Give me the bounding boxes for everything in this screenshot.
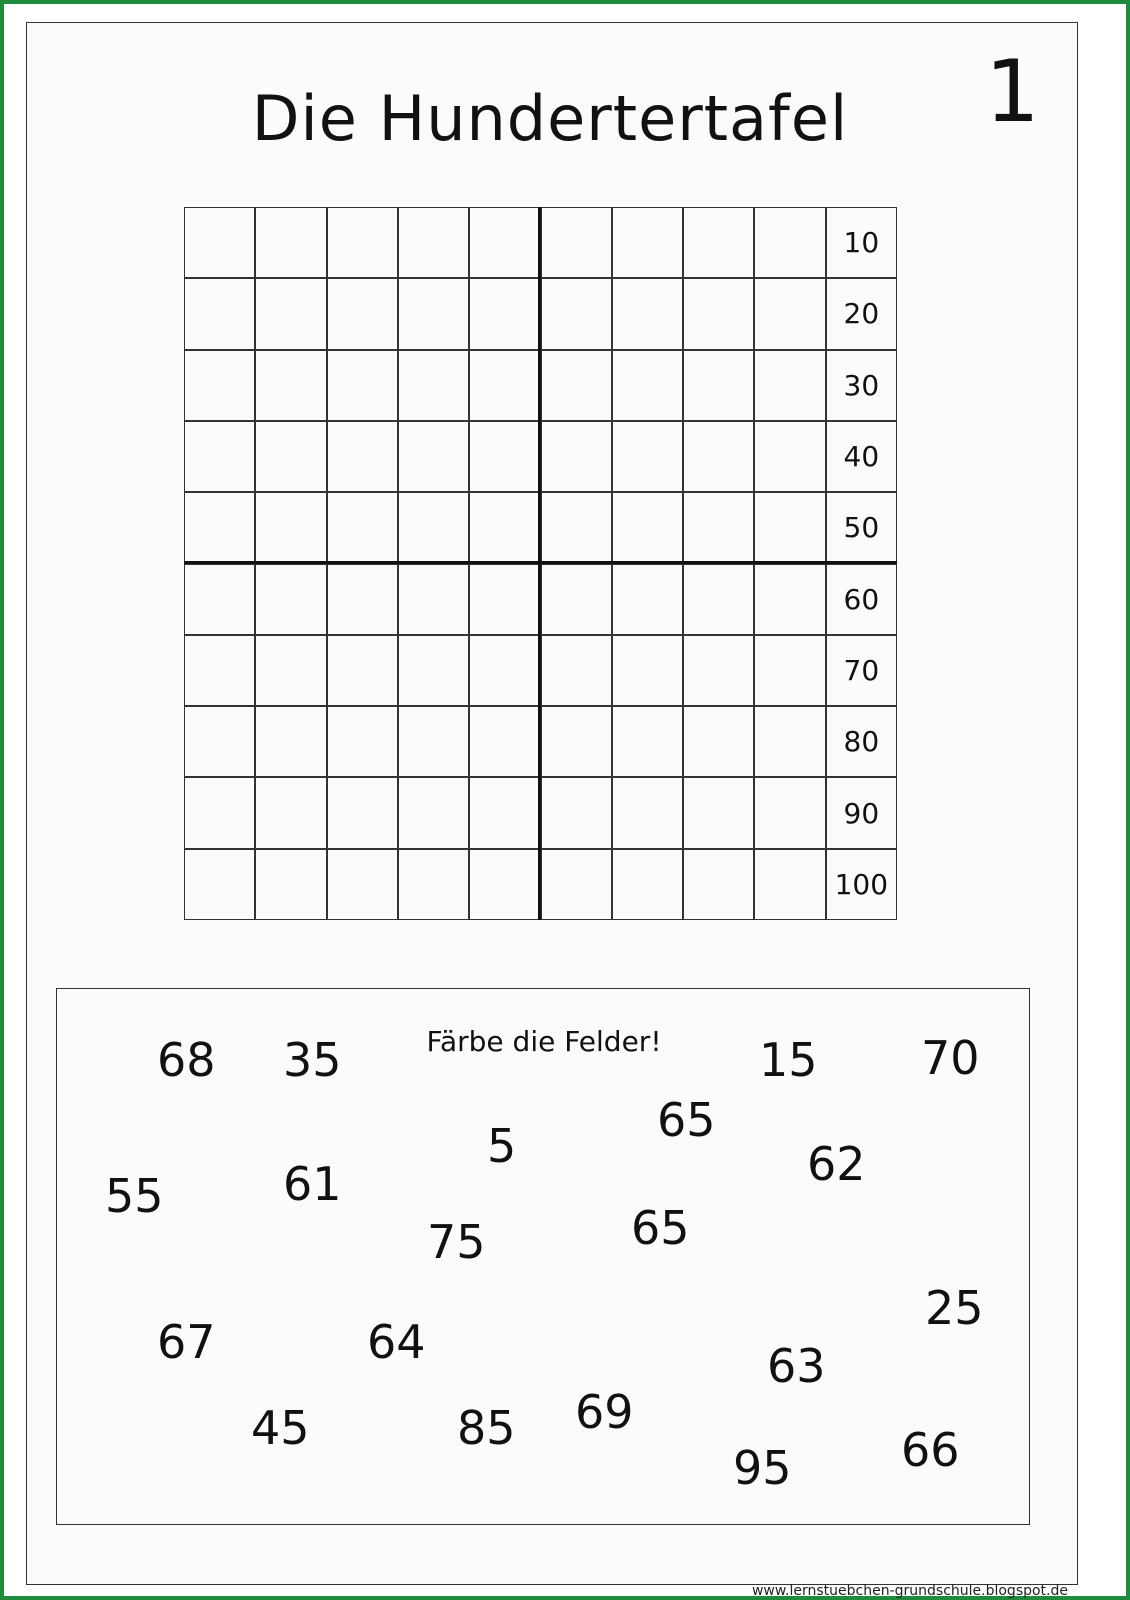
grid-cell [327, 207, 398, 278]
grid-cell [541, 706, 612, 777]
grid-cell [327, 421, 398, 492]
task-number: 85 [457, 1401, 516, 1455]
grid-cell [683, 350, 754, 421]
grid-cell [327, 350, 398, 421]
grid-cell [541, 207, 612, 278]
task-number: 64 [367, 1315, 426, 1369]
grid-cell [255, 777, 326, 848]
grid-cell [612, 706, 683, 777]
grid-cell [754, 421, 825, 492]
grid-cell [541, 421, 612, 492]
grid-cell [612, 421, 683, 492]
grid-cell [754, 706, 825, 777]
grid-cell [469, 278, 540, 349]
grid-cell [683, 278, 754, 349]
grid-cell [398, 777, 469, 848]
grid-cell [398, 492, 469, 563]
grid-cell [683, 635, 754, 706]
grid-cell [469, 564, 540, 635]
grid-cell [398, 350, 469, 421]
grid-cell [327, 278, 398, 349]
grid-horizontal-divider [184, 561, 897, 564]
grid-cell [255, 706, 326, 777]
grid-cell [255, 564, 326, 635]
grid-cell [754, 564, 825, 635]
task-number: 67 [157, 1315, 216, 1369]
grid-cell [469, 492, 540, 563]
grid-row-label: 50 [826, 492, 897, 563]
grid-cell [683, 777, 754, 848]
grid-row-label: 80 [826, 706, 897, 777]
grid-cell [612, 492, 683, 563]
grid-cell [541, 350, 612, 421]
grid-cell [612, 635, 683, 706]
grid-cell [754, 207, 825, 278]
grid-cell [683, 849, 754, 920]
grid-cell [255, 207, 326, 278]
grid-cell [754, 635, 825, 706]
grid-row-label: 70 [826, 635, 897, 706]
grid-cell [541, 278, 612, 349]
grid-cell [255, 350, 326, 421]
grid-row-label: 10 [826, 207, 897, 278]
grid-cell [683, 421, 754, 492]
grid-cell [469, 635, 540, 706]
task-number: 62 [807, 1137, 866, 1191]
task-box [56, 988, 1030, 1525]
grid-cell [612, 350, 683, 421]
grid-cell [469, 350, 540, 421]
task-number: 5 [487, 1119, 517, 1173]
grid-cell [255, 421, 326, 492]
grid-row-label: 40 [826, 421, 897, 492]
grid-row-label: 100 [826, 849, 897, 920]
task-number: 70 [921, 1031, 980, 1085]
grid-cell [469, 706, 540, 777]
grid-cell [184, 777, 255, 848]
task-number: 68 [157, 1033, 216, 1087]
grid-cell [683, 706, 754, 777]
grid-cell [327, 849, 398, 920]
task-number: 63 [767, 1339, 826, 1393]
grid-row-label: 60 [826, 564, 897, 635]
grid-cell [469, 421, 540, 492]
grid-cell [612, 849, 683, 920]
grid-cell [184, 635, 255, 706]
grid-row-label: 90 [826, 777, 897, 848]
footer-url: www.lernstuebchen-grundschule.blogspot.de [751, 1583, 1068, 1599]
grid-cell [184, 207, 255, 278]
grid-cell [541, 564, 612, 635]
page-number: 1 [985, 42, 1040, 142]
task-instruction: Färbe die Felder! [426, 1025, 662, 1058]
grid-cell [754, 278, 825, 349]
grid-cell [612, 278, 683, 349]
grid-cell [327, 706, 398, 777]
grid-cell [327, 564, 398, 635]
task-number: 65 [631, 1201, 690, 1255]
grid-row-label: 30 [826, 350, 897, 421]
task-number: 15 [759, 1033, 818, 1087]
task-number: 95 [733, 1441, 792, 1495]
task-number: 66 [901, 1423, 960, 1477]
grid-cell [398, 564, 469, 635]
page-title: Die Hundertertafel [251, 82, 849, 155]
grid-row-label: 20 [826, 278, 897, 349]
grid-cell [541, 777, 612, 848]
grid-cell [255, 849, 326, 920]
task-number: 75 [427, 1215, 486, 1269]
grid-cell [184, 492, 255, 563]
grid-cell [255, 635, 326, 706]
grid-cell [327, 492, 398, 563]
grid-cell [398, 635, 469, 706]
grid-cell [683, 207, 754, 278]
grid-cell [327, 635, 398, 706]
grid-cell [184, 706, 255, 777]
grid-cell [184, 564, 255, 635]
grid-cell [398, 849, 469, 920]
grid-cell [398, 207, 469, 278]
task-number: 65 [657, 1093, 716, 1147]
grid-cell [255, 278, 326, 349]
grid-cell [184, 849, 255, 920]
grid-cell [754, 849, 825, 920]
grid-cell [683, 492, 754, 563]
task-number: 35 [283, 1033, 342, 1087]
grid-cell [469, 777, 540, 848]
grid-cell [754, 777, 825, 848]
grid-cell [541, 492, 612, 563]
grid-cell [327, 777, 398, 848]
grid-cell [184, 350, 255, 421]
task-number: 61 [283, 1157, 342, 1211]
grid-cell [184, 421, 255, 492]
grid-cell [683, 564, 754, 635]
grid-cell [754, 350, 825, 421]
grid-cell [541, 635, 612, 706]
grid-cell [398, 421, 469, 492]
grid-cell [612, 207, 683, 278]
task-number: 69 [575, 1385, 634, 1439]
grid-cell [541, 849, 612, 920]
grid-cell [255, 492, 326, 563]
grid-cell [612, 777, 683, 848]
task-number: 55 [105, 1169, 164, 1223]
grid-cell [398, 706, 469, 777]
grid-cell [612, 564, 683, 635]
task-number: 45 [251, 1401, 310, 1455]
grid-cell [398, 278, 469, 349]
grid-cell [754, 492, 825, 563]
grid-cell [469, 849, 540, 920]
grid-cell [469, 207, 540, 278]
grid-cell [184, 278, 255, 349]
task-number: 25 [925, 1281, 984, 1335]
